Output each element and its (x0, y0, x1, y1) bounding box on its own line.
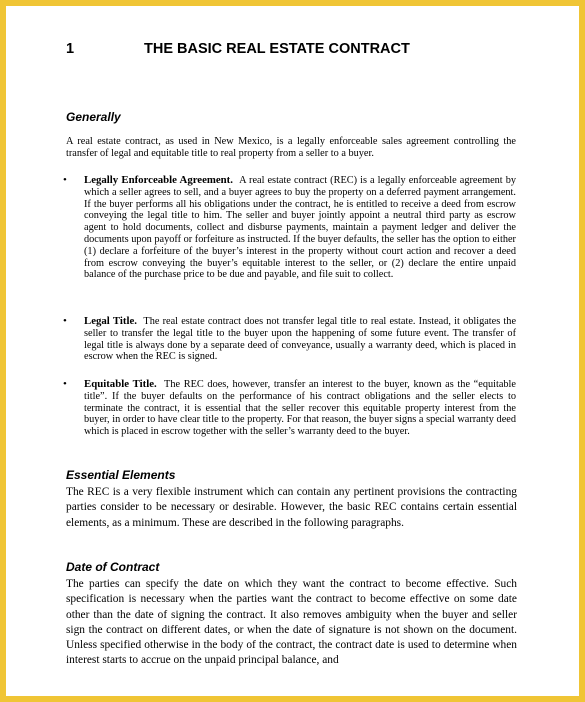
bullet-term: Legally Enforceable Agreement. (84, 174, 233, 186)
bullet-legally-enforceable (84, 175, 516, 281)
bullet-marker: • (63, 174, 67, 186)
date-of-contract-paragraph: The parties can specify the date on which they want the contract to become effective. Such specification is necessary when the parties want the contract to become effective on some date other than the date of signing the contract. It also removes ambiguity when the buyer and seller sign the contract on different dates, or when the date of signature is not shown on the document. Unless specified otherwise in the body of the contract, the contract date is used to determine when interest starts to accrue on the unpaid principal balance, and (66, 578, 517, 667)
bullet-legal-title (84, 316, 516, 363)
bullet-equitable-title (84, 379, 516, 438)
generally-intro-paragraph: A real estate contract, as used in New Mexico, is a legally enforceable sales agreement controlling the transfer of legal and equitable title to real property from a seller to a buyer. (66, 136, 516, 159)
document-page (6, 6, 579, 696)
essential-elements-paragraph: The REC is a very flexible instrument which can contain any pertinent provisions the contracting parties consider to be necessary or desirable. However, the basic REC contains certain essential elements, as a minimum. These are described in the following paragraphs. (66, 486, 517, 529)
bullet-text: The real estate contract does not transfer legal title to real estate. Instead, it obligates the seller to transfer the legal title to the buyer upon the happening of some future event. The transfer of legal title is always done by a separate deed of conveyance, usually a warranty deed, which is placed in escrow when the REC is signed. (84, 316, 517, 363)
chapter-number: 1 (66, 41, 75, 57)
section-heading-date-of-contract: Date of Contract (66, 560, 160, 574)
chapter-title: THE BASIC REAL ESTATE CONTRACT (144, 41, 410, 57)
bullet-term: Legal Title. (84, 315, 138, 327)
page-bottom-fade (6, 670, 579, 696)
bullet-term: Equitable Title. (84, 378, 157, 390)
section-heading-essential-elements: Essential Elements (66, 468, 176, 482)
bullet-text: The REC does, however, transfer an interest to the buyer, known as the “equitable title”. If the buyer defaults on the performance of his contract obligations and the seller elects to terminate the contract, it is essential that the seller recover this equitable property interest from the buyer, in order to have clear title to the property. For that reason, the buyer signs a special warranty deed which is placed in escrow together with the seller’s warranty deed to the buyer. (84, 379, 516, 438)
bullet-marker: • (63, 315, 67, 327)
bullet-marker: • (63, 378, 67, 390)
section-heading-generally: Generally (66, 110, 121, 124)
bullet-text: A real estate contract (REC) is a legally enforceable agreement by which a seller agrees to sell, and a buyer agrees to buy the property on a deferred payment arrangement. If the buyer performs all his obligations under the contract, he is entitled to receive a deed from escrow conveying the legal title to him. The seller and buyer jointly appoint a neutral third party as escrow agent to hold documents, collect and disburse payments, maintain a payment ledger and deliver the documents upon payoff or forfeiture as instructed. If the buyer defaults, the seller has the option to either (1) declare a forfeiture of the buyer’s interest in the property without court action and recover a deed from escrow conveying the buyer’s equitable interest to the seller, or (2) declare the entire unpaid balance of the purchase price to be due and payable, and file suit to collect. (84, 175, 517, 281)
